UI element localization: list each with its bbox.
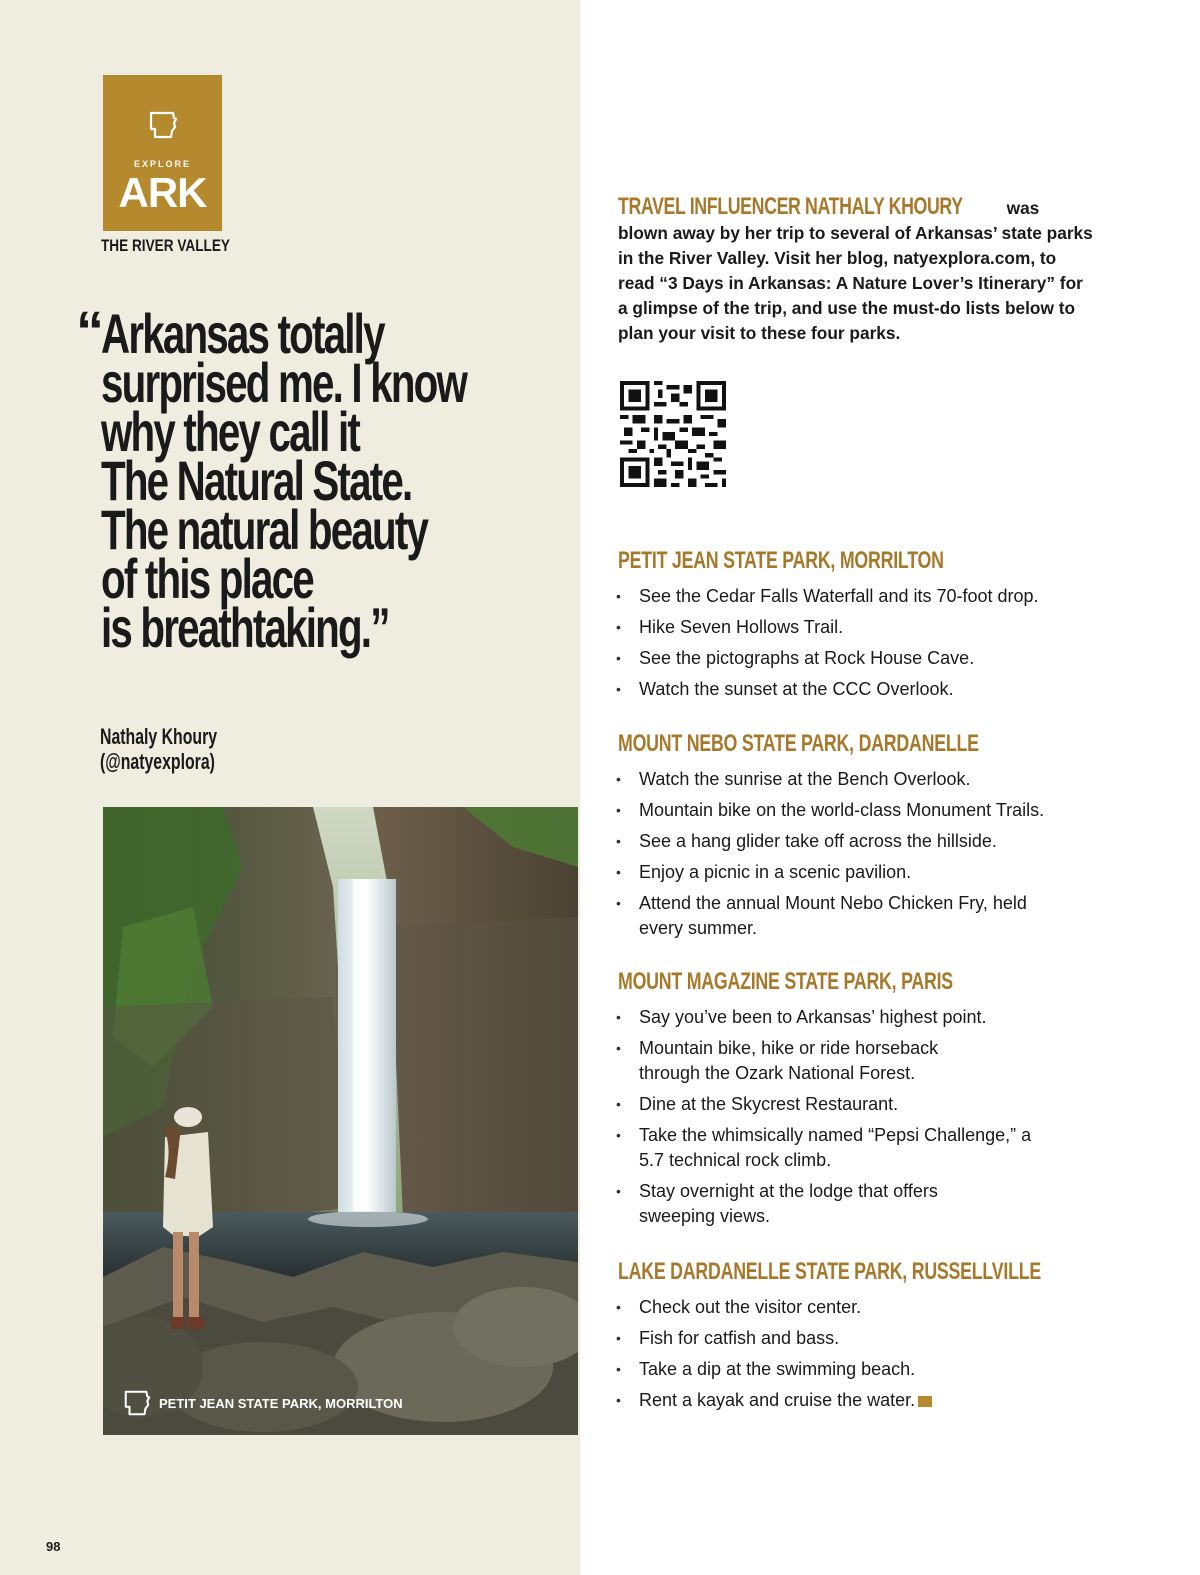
list-item: • Enjoy a picnic in a scenic pavilion. — [616, 860, 1096, 885]
list-item: • Attend the annual Mount Nebo Chicken Fry, held every summer. — [616, 891, 1059, 941]
list-item — [616, 1388, 1096, 1413]
quote-attribution — [100, 724, 217, 774]
attribution-handle: (@natyexplora) — [100, 749, 215, 774]
list-item: • Dine at the Skycrest Restaurant. — [616, 1092, 1096, 1117]
park-list-mount-nebo — [616, 767, 1096, 947]
quote-open-mark: “ — [76, 299, 104, 362]
qr-code[interactable] — [620, 381, 726, 487]
intro-lead: TRAVEL INFLUENCER NATHALY KHOURY — [618, 193, 963, 220]
list-item: • Take the whimsically named “Pepsi Challenge,” a 5.7 technical rock climb. — [616, 1123, 1059, 1173]
quote-line: The natural beauty — [101, 498, 428, 561]
park-title-mount-magazine: MOUNT MAGAZINE STATE PARK, PARIS — [618, 968, 953, 995]
park-title-petit-jean: PETIT JEAN STATE PARK, MORRILTON — [618, 547, 944, 574]
intro-paragraph — [618, 194, 1093, 346]
quote-line: of this place — [101, 547, 313, 610]
park-list-lake-dardanelle — [616, 1295, 1096, 1419]
logo-brand-text: ARK — [118, 169, 207, 216]
list-item: • Say you’ve been to Arkansas’ highest point. — [616, 1005, 1096, 1030]
photo-caption-text: PETIT JEAN STATE PARK, MORRILTON — [159, 1395, 403, 1411]
list-item: • Hike Seven Hollows Trail. — [616, 615, 1096, 640]
region-label: THE RIVER VALLEY — [101, 236, 230, 255]
ark-end-mark-icon — [918, 1396, 932, 1407]
intro-body: was blown away by her trip to several of Arkansas’ state parks in the River Valley. Visit her blog, natyexplora.com, to read “3 Days in Arkansas: A Nature Lover’s Itinerary” for a glimpse of the trip, and use the must-do lists below to plan your visit to these four parks. — [618, 198, 1093, 343]
list-item: • Check out the visitor center. — [616, 1295, 1096, 1320]
list-item: • See the pictographs at Rock House Cave. — [616, 646, 1096, 671]
list-item: • Take a dip at the swimming beach. — [616, 1357, 1096, 1382]
page-number: 98 — [46, 1539, 61, 1554]
quote-line: surprised me. I know — [101, 351, 467, 414]
list-item: • See a hang glider take off across the hillside. — [616, 829, 1096, 854]
arkansas-map-icon — [147, 109, 179, 141]
list-item: • See the Cedar Falls Waterfall and its 70-foot drop. — [616, 584, 1096, 609]
park-title-lake-dardanelle: LAKE DARDANELLE STATE PARK, RUSSELLVILLE — [618, 1258, 1041, 1285]
photo-caption — [122, 1388, 403, 1418]
quote-line: Arkansas totally — [101, 302, 384, 365]
list-item: • Watch the sunset at the CCC Overlook. — [616, 677, 1096, 702]
park-title-mount-nebo: MOUNT NEBO STATE PARK, DARDANELLE — [618, 730, 979, 757]
list-item-text: Rent a kayak and cruise the water. — [639, 1390, 916, 1410]
park-list-mount-magazine — [616, 1005, 1096, 1235]
attribution-name: Nathaly Khoury — [100, 724, 218, 749]
list-item: • Stay overnight at the lodge that offers sweeping views. — [616, 1179, 979, 1229]
list-item: • Fish for catfish and bass. — [616, 1326, 1096, 1351]
list-item: • Mountain bike on the world-class Monument Trails. — [616, 798, 1096, 823]
explore-ark-logo — [103, 75, 222, 231]
arkansas-map-icon — [122, 1388, 152, 1418]
park-list-petit-jean — [616, 584, 1096, 708]
quote-line: why they call it — [101, 400, 360, 463]
list-item: • Mountain bike, hike or ride horseback through the Ozark National Forest. — [616, 1036, 969, 1086]
list-item: • Watch the sunrise at the Bench Overlook. — [616, 767, 1096, 792]
waterfall-photo — [103, 807, 578, 1435]
quote-line: is breathtaking.” — [101, 596, 389, 659]
pull-quote — [101, 302, 467, 659]
logo-explore-text: EXPLORE — [133, 159, 191, 169]
quote-line: The Natural State. — [101, 449, 412, 512]
